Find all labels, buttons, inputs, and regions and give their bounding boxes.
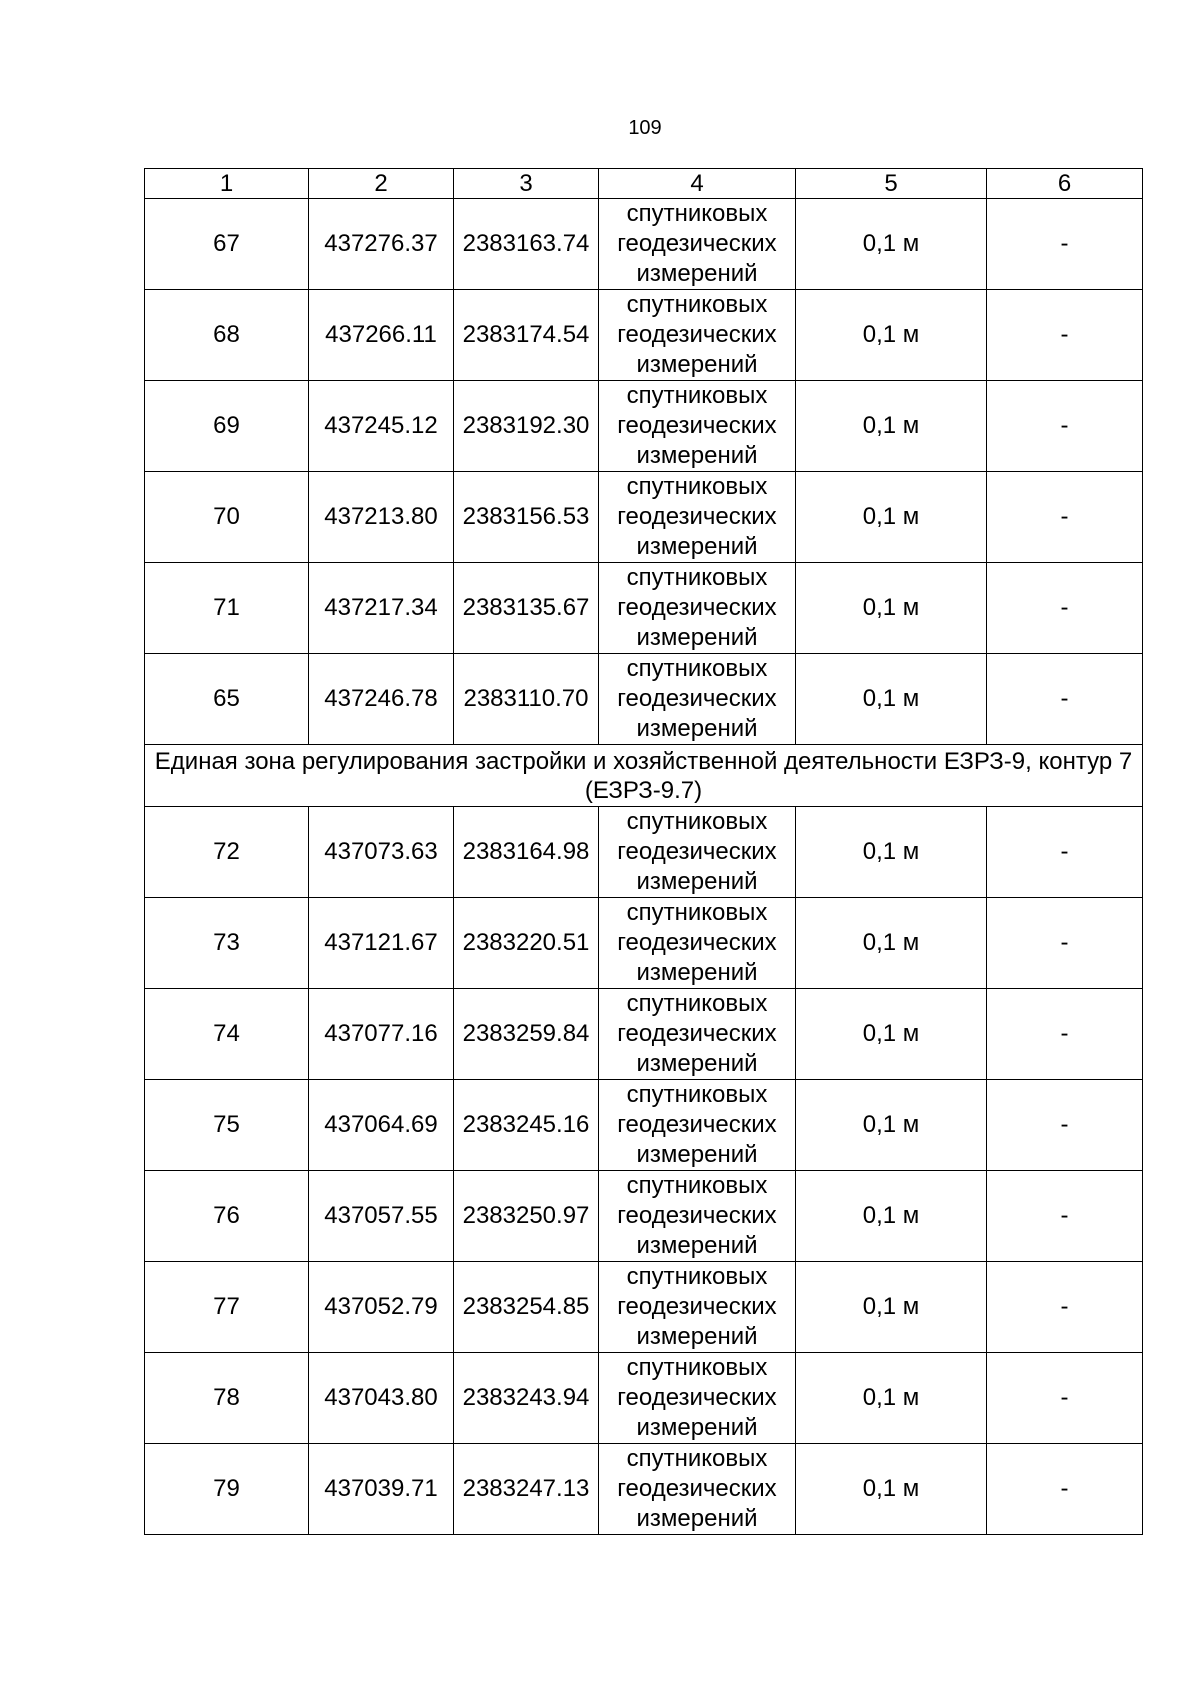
header-cell-1: 1 [145, 169, 309, 199]
accuracy-cell: 0,1 м [796, 563, 987, 654]
method-text: спутниковых геодезических измерений [617, 899, 777, 986]
point-cell: 73 [145, 898, 309, 989]
header-cell-6: 6 [987, 169, 1143, 199]
accuracy-cell: 0,1 м [796, 1080, 987, 1171]
point-cell: 75 [145, 1080, 309, 1171]
x-coordinate-cell: 437245.12 [309, 381, 454, 472]
table-row [145, 1171, 1143, 1262]
table-body [145, 169, 1143, 1535]
point-cell: 69 [145, 381, 309, 472]
table-row [145, 381, 1143, 472]
y-coordinate-cell: 2383174.54 [454, 290, 599, 381]
point-cell: 77 [145, 1262, 309, 1353]
method-cell [599, 1353, 796, 1444]
note-cell: - [987, 1262, 1143, 1353]
x-coordinate-cell: 437246.78 [309, 654, 454, 745]
method-cell [599, 381, 796, 472]
y-coordinate-cell: 2383192.30 [454, 381, 599, 472]
method-cell [599, 654, 796, 745]
y-coordinate-cell: 2383135.67 [454, 563, 599, 654]
x-coordinate-cell: 437213.80 [309, 472, 454, 563]
accuracy-cell: 0,1 м [796, 898, 987, 989]
point-cell: 71 [145, 563, 309, 654]
accuracy-cell: 0,1 м [796, 1353, 987, 1444]
note-cell: - [987, 1171, 1143, 1262]
note-cell: - [987, 199, 1143, 290]
method-text: спутниковых геодезических измерений [617, 1445, 777, 1532]
point-cell: 78 [145, 1353, 309, 1444]
method-cell [599, 472, 796, 563]
point-cell: 70 [145, 472, 309, 563]
y-coordinate-cell: 2383247.13 [454, 1444, 599, 1535]
x-coordinate-cell: 437266.11 [309, 290, 454, 381]
note-cell: - [987, 1444, 1143, 1535]
x-coordinate-cell: 437064.69 [309, 1080, 454, 1171]
method-cell [599, 1080, 796, 1171]
table-row [145, 898, 1143, 989]
table-row [145, 1353, 1143, 1444]
x-coordinate-cell: 437039.71 [309, 1444, 454, 1535]
note-cell: - [987, 290, 1143, 381]
x-coordinate-cell: 437276.37 [309, 199, 454, 290]
note-cell: - [987, 989, 1143, 1080]
method-text: спутниковых геодезических измерений [617, 200, 777, 287]
table-row [145, 1262, 1143, 1353]
method-cell [599, 1171, 796, 1262]
table-row [145, 199, 1143, 290]
table-row [145, 563, 1143, 654]
method-text: спутниковых геодезических измерений [617, 655, 777, 742]
accuracy-cell: 0,1 м [796, 290, 987, 381]
x-coordinate-cell: 437057.55 [309, 1171, 454, 1262]
y-coordinate-cell: 2383163.74 [454, 199, 599, 290]
method-text: спутниковых геодезических измерений [617, 808, 777, 895]
method-text: спутниковых геодезических измерений [617, 1172, 777, 1259]
header-row [145, 169, 1143, 199]
y-coordinate-cell: 2383254.85 [454, 1262, 599, 1353]
accuracy-cell: 0,1 м [796, 1171, 987, 1262]
accuracy-cell: 0,1 м [796, 989, 987, 1080]
table-row [145, 290, 1143, 381]
accuracy-cell: 0,1 м [796, 1262, 987, 1353]
x-coordinate-cell: 437043.80 [309, 1353, 454, 1444]
accuracy-cell: 0,1 м [796, 1444, 987, 1535]
header-cell-5: 5 [796, 169, 987, 199]
note-cell: - [987, 563, 1143, 654]
method-cell [599, 199, 796, 290]
method-cell [599, 807, 796, 898]
y-coordinate-cell: 2383110.70 [454, 654, 599, 745]
point-cell: 65 [145, 654, 309, 745]
point-cell: 79 [145, 1444, 309, 1535]
y-coordinate-cell: 2383164.98 [454, 807, 599, 898]
x-coordinate-cell: 437073.63 [309, 807, 454, 898]
method-text: спутниковых геодезических измерений [617, 1263, 777, 1350]
table-row [145, 1080, 1143, 1171]
accuracy-cell: 0,1 м [796, 381, 987, 472]
x-coordinate-cell: 437077.16 [309, 989, 454, 1080]
point-cell: 74 [145, 989, 309, 1080]
y-coordinate-cell: 2383250.97 [454, 1171, 599, 1262]
point-cell: 68 [145, 290, 309, 381]
note-cell: - [987, 1080, 1143, 1171]
y-coordinate-cell: 2383243.94 [454, 1353, 599, 1444]
header-cell-2: 2 [309, 169, 454, 199]
note-cell: - [987, 654, 1143, 745]
accuracy-cell: 0,1 м [796, 199, 987, 290]
note-cell: - [987, 898, 1143, 989]
method-cell [599, 290, 796, 381]
page-number: 109 [628, 117, 662, 139]
table-row [145, 1444, 1143, 1535]
y-coordinate-cell: 2383220.51 [454, 898, 599, 989]
method-text: спутниковых геодезических измерений [617, 473, 777, 560]
accuracy-cell: 0,1 м [796, 654, 987, 745]
table-row [145, 989, 1143, 1080]
note-cell: - [987, 807, 1143, 898]
point-cell: 67 [145, 199, 309, 290]
y-coordinate-cell: 2383259.84 [454, 989, 599, 1080]
table-row [145, 807, 1143, 898]
header-cell-4: 4 [599, 169, 796, 199]
point-cell: 72 [145, 807, 309, 898]
table-row [145, 472, 1143, 563]
y-coordinate-cell: 2383156.53 [454, 472, 599, 563]
method-cell [599, 898, 796, 989]
method-text: спутниковых геодезических измерений [617, 1081, 777, 1168]
method-text: спутниковых геодезических измерений [617, 564, 777, 651]
note-cell: - [987, 472, 1143, 563]
table-row [145, 654, 1143, 745]
method-text: спутниковых геодезических измерений [617, 1354, 777, 1441]
header-cell-3: 3 [454, 169, 599, 199]
x-coordinate-cell: 437217.34 [309, 563, 454, 654]
method-text: спутниковых геодезических измерений [617, 291, 777, 378]
method-cell [599, 1262, 796, 1353]
method-text: спутниковых геодезических измерений [617, 990, 777, 1077]
x-coordinate-cell: 437121.67 [309, 898, 454, 989]
point-cell: 76 [145, 1171, 309, 1262]
accuracy-cell: 0,1 м [796, 472, 987, 563]
x-coordinate-cell: 437052.79 [309, 1262, 454, 1353]
method-cell [599, 1444, 796, 1535]
section-row [145, 745, 1143, 807]
method-cell [599, 989, 796, 1080]
note-cell: - [987, 1353, 1143, 1444]
y-coordinate-cell: 2383245.16 [454, 1080, 599, 1171]
note-cell: - [987, 381, 1143, 472]
coordinates-table [144, 168, 1143, 1535]
method-text: спутниковых геодезических измерений [617, 382, 777, 469]
section-title: Единая зона регулирования застройки и хозяйственной деятельности ЕЗРЗ-9, контур 7 (ЕЗРЗ-9.7) [145, 745, 1143, 807]
method-cell [599, 563, 796, 654]
accuracy-cell: 0,1 м [796, 807, 987, 898]
